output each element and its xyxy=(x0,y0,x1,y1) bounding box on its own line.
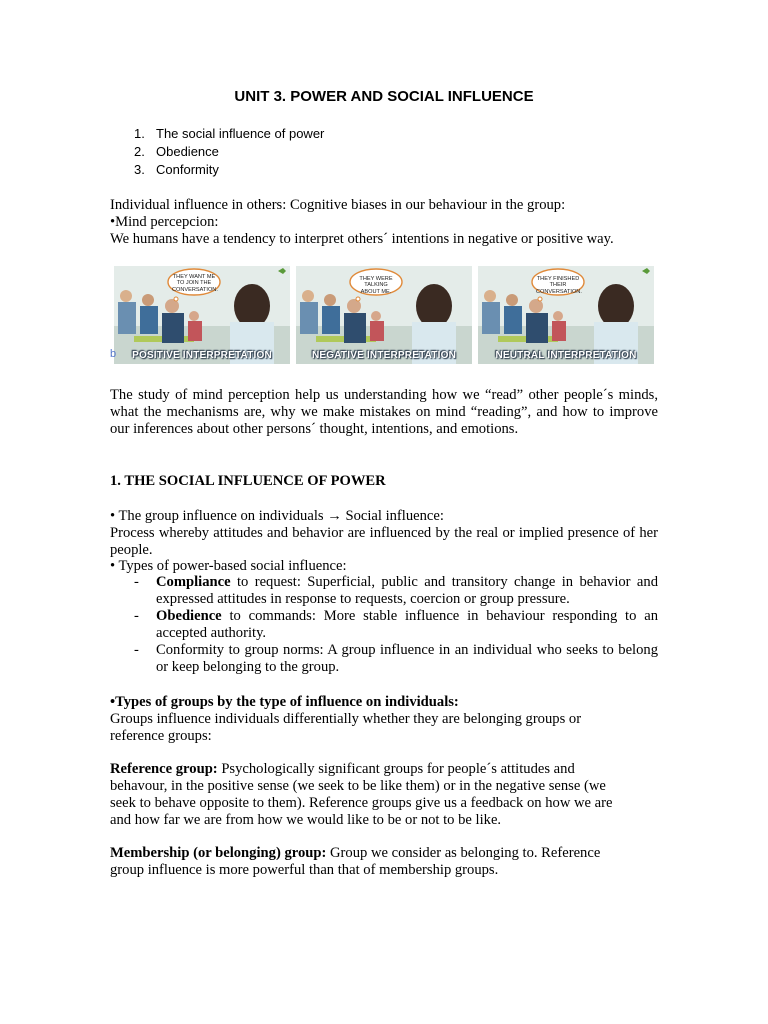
groups-heading: •Types of groups by the type of influence on individuals: xyxy=(110,694,459,710)
process-paragraph: Process whereby attitudes and behavior are influenced by the real or implied presence of her people. xyxy=(110,525,658,558)
cursor-hand-icon xyxy=(642,268,650,274)
toc-item: 1. The social influence of power xyxy=(134,126,325,141)
list-item-text: to request: Superficial, public and transitory change in behavior and expressed attitudes in response to requests, coercion or group pressure. xyxy=(156,574,658,607)
reference-group-term: Reference group: xyxy=(110,761,218,777)
section-heading: 1. THE SOCIAL INFLUENCE OF POWER xyxy=(110,473,386,489)
list-item-term: Obedience xyxy=(156,608,222,624)
toc-item: 2. Obedience xyxy=(134,144,219,159)
intro-line: Individual influence in others: Cognitive biases in our behaviour in the group: xyxy=(110,197,566,213)
cursor-hand-icon xyxy=(278,268,286,274)
list-item: - Compliance to request: Superficial, public and transitory change in behavior and expressed attitudes in response to requests, coercion or group pressure. xyxy=(134,574,658,607)
illustration-caption: NEGATIVE INTERPRETATION xyxy=(311,350,457,361)
list-item-text: Conformity to group norms: A group influence in an individual who seeks to belong or keep belonging to the group. xyxy=(156,642,658,675)
mind-perception-illustrations xyxy=(114,266,654,364)
illustration-negative xyxy=(296,266,472,364)
toc-item-label: Conformity xyxy=(156,162,219,177)
influence-types-list xyxy=(134,574,658,676)
list-item: - Conformity to group norms: A group influence in an individual who seeks to belong or keep belonging to the group. xyxy=(134,642,658,675)
reference-group-text: Psychologically significant groups for people´s attitudes and behavour, in the positive sense (we seek to be like them) or in the negative sense (we seek to behave opposite to them). Reference groups give us a feedback on how we are and how far we are from how we would like to be or not to be like. xyxy=(110,761,613,828)
intro-text xyxy=(110,197,658,248)
list-item: - Obedience to commands: More stable influence in behaviour responding to an accepted authority. xyxy=(134,608,658,641)
toc-item-label: The social influence of power xyxy=(156,126,325,141)
groups-paragraph: Groups influence individuals differentially whether they are belonging groups or reference groups: xyxy=(110,711,582,744)
types-line: • Types of power-based social influence: xyxy=(110,558,347,574)
illustration-caption: POSITIVE INTERPRETATION xyxy=(132,350,272,361)
page-title: UNIT 3. POWER AND SOCIAL INFLUENCE xyxy=(234,88,534,105)
list-item-term: Compliance xyxy=(156,574,231,590)
list-item-text: to commands: More stable influence in behaviour responding to an accepted authority. xyxy=(156,608,658,641)
membership-group-paragraph xyxy=(110,845,635,879)
intro-line: •Mind percepcion: xyxy=(110,214,219,230)
toc-item: 3. Conformity xyxy=(134,162,219,177)
reference-group-paragraph xyxy=(110,761,630,829)
intro-line: We humans have a tendency to interpret others´ intentions in negative or positive way. xyxy=(110,231,614,247)
mind-perception-paragraph: The study of mind perception help us understanding how we “read” other people´s minds, what the mechanisms are, why we make mistakes on mind “reading”, and how to improve our inferences about other persons´ thought, intentions, and emotions. xyxy=(110,387,658,437)
membership-group-text: Group we consider as belonging to. Reference group influence is more powerful than that of membership groups. xyxy=(110,845,601,878)
table-of-contents xyxy=(134,125,324,179)
illustration-caption: NEUTRAL INTERPRETATION xyxy=(495,350,637,361)
stray-mark: b xyxy=(110,348,117,360)
toc-item-label: Obedience xyxy=(156,144,219,159)
illustration-positive xyxy=(114,266,290,364)
group-influence-line: • The group influence on individuals → Social influence: xyxy=(110,508,444,524)
illustration-neutral xyxy=(478,266,654,364)
thought-bubble-text: THEY WANT ME TO JOIN THE CONVERSATION. xyxy=(172,274,218,293)
thought-bubble-text: THEY FINISHED THEIR CONVERSATION. xyxy=(536,276,582,295)
membership-group-term: Membership (or belonging) group: xyxy=(110,845,327,861)
thought-bubble-text: THEY WERE TALKING ABOUT ME. xyxy=(359,276,393,295)
